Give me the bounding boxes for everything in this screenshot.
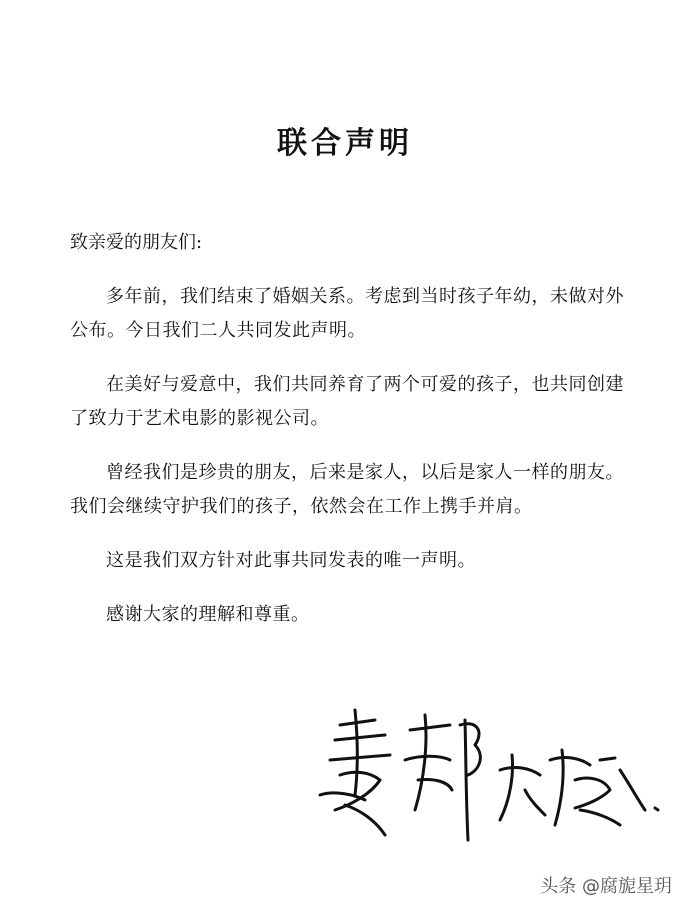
document-body	[70, 226, 630, 652]
document-title: 联合声明	[277, 126, 413, 161]
paragraph-2: 在美好与爱意中，我们共同养育了两个可爱的孩子，也共同创建了致力于艺术电影的影视公司。	[70, 374, 624, 429]
salutation: 致亲爱的朋友们:	[70, 232, 203, 253]
watermark-text: 头条 @腐旎星玥	[540, 876, 672, 897]
paragraph-4: 这是我们双方针对此事共同发表的唯一声明。	[106, 550, 476, 571]
paragraph-5: 感谢大家的理解和尊重。	[106, 604, 310, 625]
paragraph-3: 曾经我们是珍贵的朋友，后来是家人，以后是家人一样的朋友。我们会继续守护我们的孩子，依然会在工作上携手并肩。	[70, 462, 624, 517]
handwritten-signature-icon	[300, 700, 670, 860]
paragraph-1: 多年前，我们结束了婚姻关系。考虑到当时孩子年幼，未做对外公布。今日我们二人共同发此声明。	[70, 286, 624, 341]
